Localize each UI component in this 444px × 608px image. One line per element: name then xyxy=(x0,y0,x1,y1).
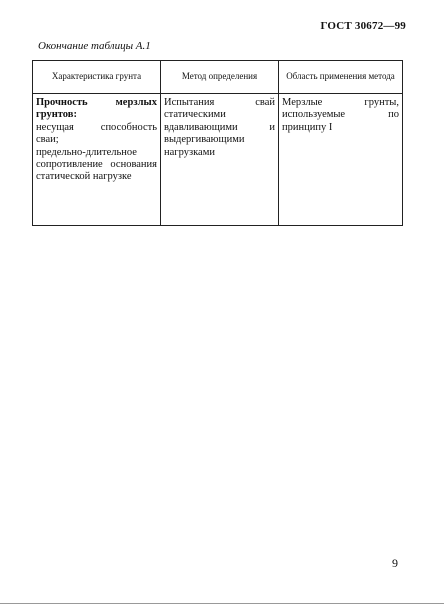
table-header-row xyxy=(33,61,403,94)
table-caption: Окончание таблицы А.1 xyxy=(38,40,151,52)
characteristic-title: Прочность мерзлых грунтов: xyxy=(36,97,157,121)
table-row xyxy=(33,94,403,226)
cell-characteristic xyxy=(33,94,161,226)
cell-scope: Мерзлые грунты, используемые по принципу I xyxy=(279,94,403,226)
header-determination-method: Метод определения xyxy=(161,61,279,94)
cell-method: Испытания свай статическими вдавливающими и выдергивающими нагрузками xyxy=(161,94,279,226)
characteristic-item-long-term-resistance: предельно-длительное сопротивление основания статической нагрузке xyxy=(36,146,157,183)
page-bottom-rule xyxy=(0,603,444,604)
header-method-scope: Область применения метода xyxy=(279,61,403,94)
page-number: 9 xyxy=(392,556,398,570)
document-code: ГОСТ 30672—99 xyxy=(320,20,406,32)
header-soil-characteristic: Характеристика грунта xyxy=(33,61,161,94)
characteristic-item-bearing-capacity: несущая способность сваи; xyxy=(36,121,157,146)
soil-methods-table xyxy=(32,60,403,226)
